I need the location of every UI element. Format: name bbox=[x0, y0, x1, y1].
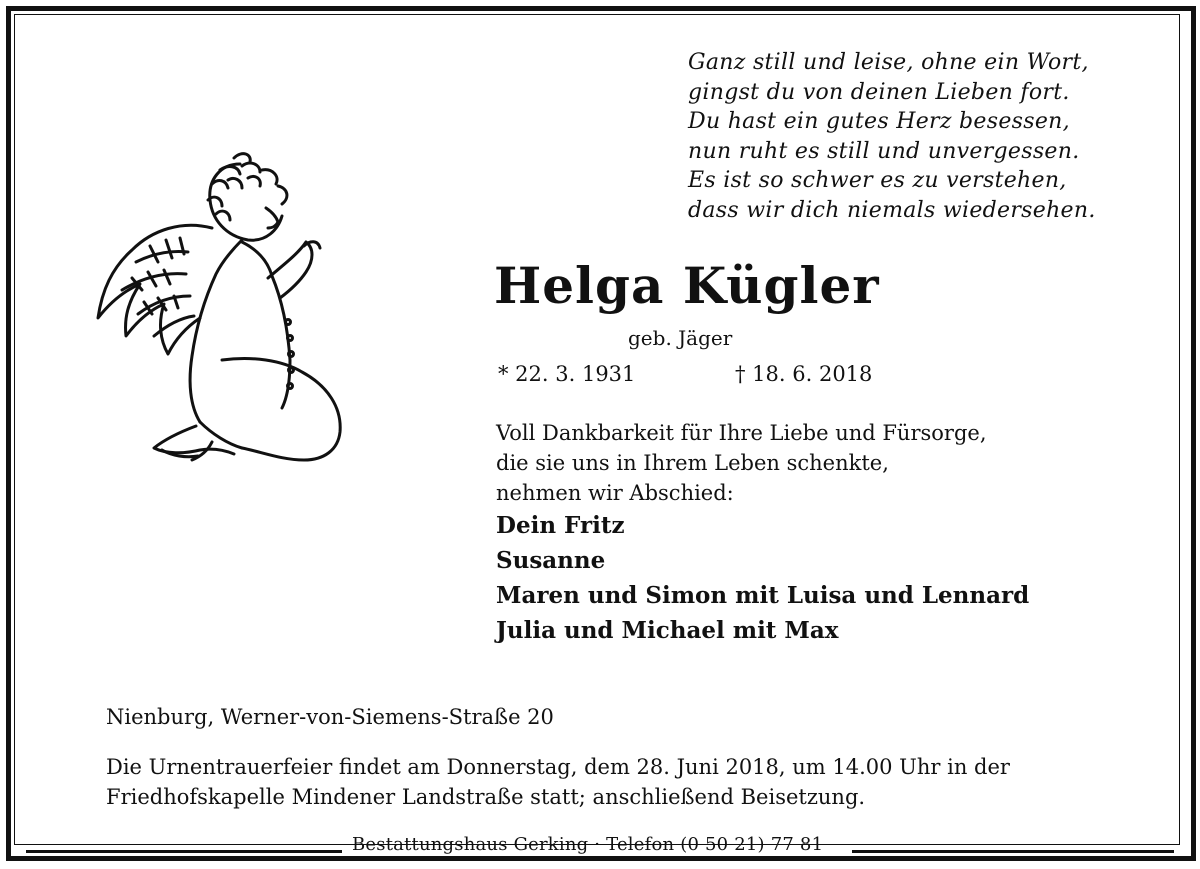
deceased-name: Helga Kügler bbox=[494, 256, 880, 315]
maiden-name: geb. Jäger bbox=[628, 326, 733, 350]
address: Nienburg, Werner-von-Siemens-Straße 20 bbox=[106, 705, 554, 729]
funeral-home-contact: Bestattungshaus Gerking · Telefon (0 50 21) 77 81 bbox=[352, 834, 824, 855]
family-member: Susanne bbox=[496, 547, 606, 574]
poem-line: Es ist so schwer es zu verstehen, bbox=[688, 168, 1067, 193]
birth-date: * 22. 3. 1931 bbox=[498, 362, 636, 386]
thanks-line: die sie uns in Ihrem Leben schenkte, bbox=[496, 451, 889, 475]
thanks-text bbox=[496, 418, 987, 508]
thanks-line: Voll Dankbarkeit für Ihre Liebe und Fürsorge, bbox=[496, 421, 987, 445]
footer-rule-right bbox=[852, 850, 1174, 853]
poem-line: dass wir dich niemals wiedersehen. bbox=[688, 197, 1096, 223]
poem-line: nun ruht es still und unvergessen. bbox=[688, 138, 1080, 164]
family-list bbox=[496, 508, 1029, 648]
poem-line: Ganz still und leise, ohne ein Wort, bbox=[688, 50, 1089, 75]
thanks-line: nehmen wir Abschied: bbox=[496, 481, 734, 505]
footer-rule-left bbox=[26, 850, 342, 853]
family-member: Julia und Michael mit Max bbox=[496, 617, 839, 644]
family-member: Dein Fritz bbox=[496, 512, 625, 539]
ceremony-line: Friedhofskapelle Mindener Landstraße statt; anschließend Beisetzung. bbox=[106, 785, 866, 809]
ceremony-notice bbox=[106, 752, 1010, 812]
death-date: † 18. 6. 2018 bbox=[735, 362, 873, 386]
ceremony-line: Die Urnentrauerfeier findet am Donnerstag, dem 28. Juni 2018, um 14.00 Uhr in der bbox=[106, 755, 1010, 779]
family-member: Maren und Simon mit Luisa und Lennard bbox=[496, 582, 1030, 609]
praying-angel-icon bbox=[92, 150, 352, 470]
poem bbox=[688, 48, 1096, 225]
poem-line: gingst du von deinen Lieben fort. bbox=[688, 79, 1070, 105]
footer bbox=[0, 832, 1200, 860]
poem-line: Du hast ein gutes Herz besessen, bbox=[688, 109, 1070, 134]
